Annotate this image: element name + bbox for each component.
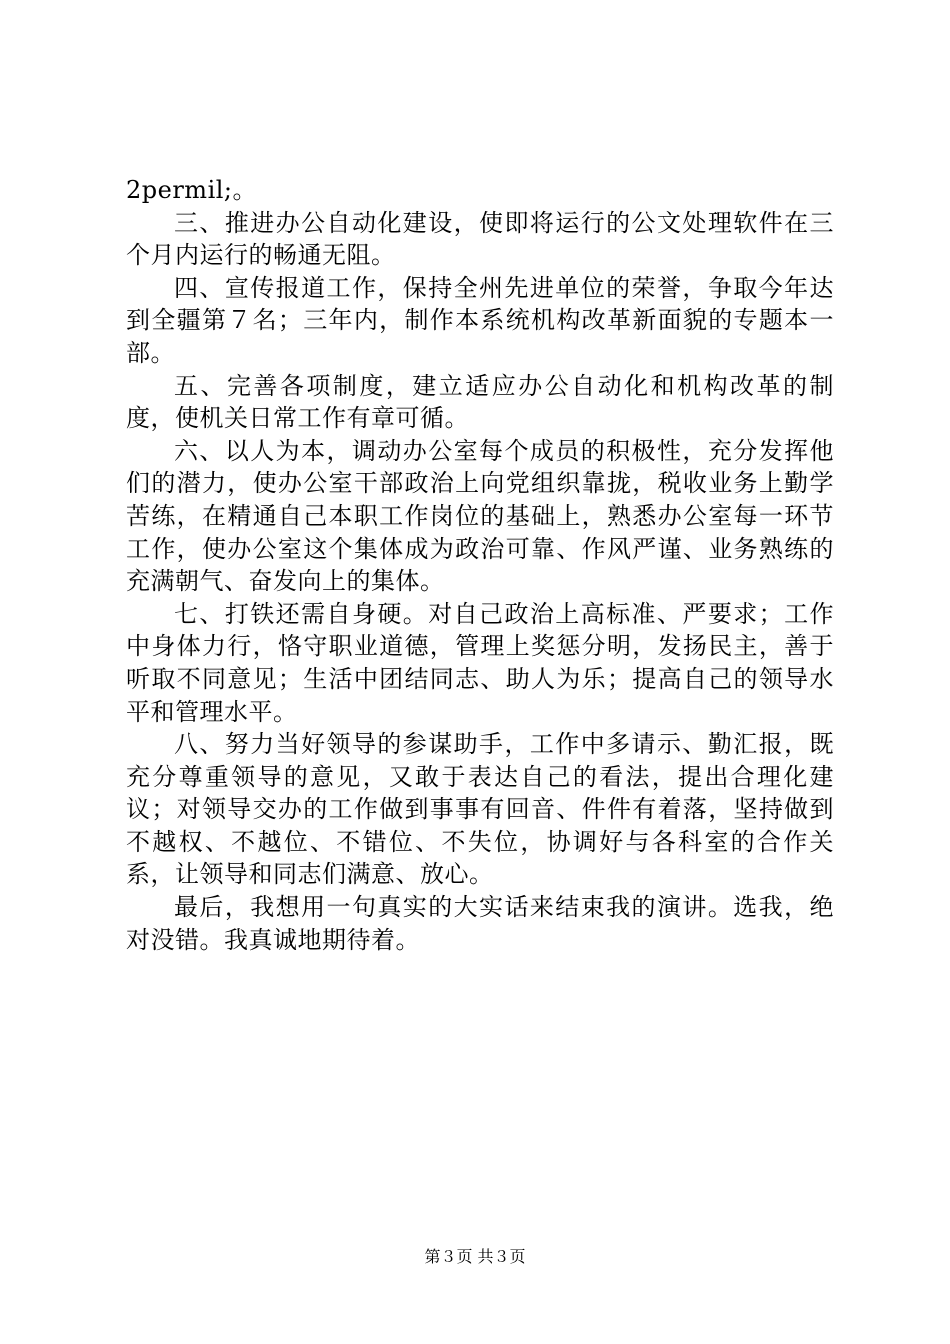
- paragraph-item-seven: 七、打铁还需自身硬。对自己政治上高标准、严要求；工作中身体力行，恪守职业道德，管理上奖惩分明，发扬民主，善于听取不同意见；生活中团结同志、助人为乐；提高自己的领导水平和管理水平。: [126, 599, 834, 726]
- paragraph-item-three: 三、推进办公自动化建设，使即将运行的公文处理软件在三个月内运行的畅通无阻。: [126, 208, 834, 270]
- paragraph-item-eight: 八、努力当好领导的参谋助手，工作中多请示、勤汇报，既充分尊重领导的意见，又敢于表达自己的看法，提出合理化建议；对领导交办的工作做到事事有回音、件件有着落，坚持做到不越权、不越位、不错位、不失位，协调好与各科室的合作关系，让领导和同志们满意、放心。: [126, 730, 834, 889]
- paragraph-item-four: 四、宣传报道工作，保持全州先进单位的荣誉，争取今年达到全疆第７名；三年内，制作本系统机构改革新面貌的专题本一部。: [126, 273, 834, 367]
- paragraph-conclusion: 最后，我想用一句真实的大实话来结束我的演讲。选我，绝对没错。我真诚地期待着。: [126, 893, 834, 954]
- paragraph-item-five: 五、完善各项制度，建立适应办公自动化和机构改革的制度，使机关日常工作有章可循。: [126, 371, 834, 433]
- paragraph-continuation: 2permil;。: [126, 176, 258, 204]
- page-footer: 第３页 共３页: [424, 1247, 526, 1266]
- document-body: [126, 174, 834, 956]
- paragraph-item-six: 六、以人为本，调动办公室每个成员的积极性，充分发挥他们的潜力，使办公室干部政治上向党组织靠拢，税收业务上勤学苦练，在精通自己本职工作岗位的基础上，熟悉办公室每一环节工作，使办公室这个集体成为政治可靠、作风严谨、业务熟练的充满朝气、奋发向上的集体。: [126, 436, 834, 596]
